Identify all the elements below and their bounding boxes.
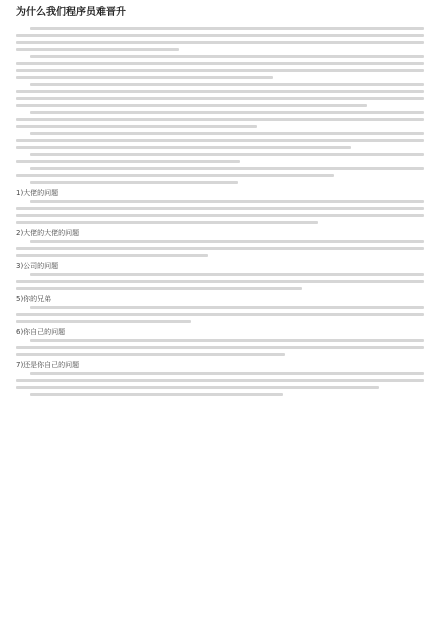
- section: [16, 167, 424, 177]
- text-line-placeholder: [16, 221, 318, 224]
- section: [16, 111, 424, 128]
- text-line-placeholder: [16, 313, 424, 316]
- text-line-placeholder: [16, 386, 379, 389]
- text-line-placeholder: [16, 76, 273, 79]
- text-line-placeholder: [30, 339, 424, 342]
- section: [16, 132, 424, 149]
- text-line-placeholder: [30, 240, 424, 243]
- text-line-placeholder: [16, 214, 424, 217]
- text-line-placeholder: [16, 139, 424, 142]
- text-line-placeholder: [16, 247, 424, 250]
- text-line-placeholder: [30, 273, 424, 276]
- text-line-placeholder: [16, 97, 424, 100]
- section-heading: 6)你自己的问题: [16, 328, 66, 336]
- text-line-placeholder: [16, 41, 424, 44]
- page-title: 为什么我们程序员难晋升: [16, 7, 126, 18]
- section-heading: 7)还是你自己的问题: [16, 361, 80, 369]
- text-line-placeholder: [30, 27, 424, 30]
- section-heading: 5)你的兄弟: [16, 295, 52, 303]
- text-line-placeholder: [16, 280, 424, 283]
- section: [16, 228, 424, 257]
- text-line-placeholder: [16, 346, 424, 349]
- section: [16, 294, 424, 323]
- text-line-placeholder: [30, 167, 424, 170]
- text-line-placeholder: [16, 146, 351, 149]
- section: [16, 261, 424, 290]
- text-line-placeholder: [16, 353, 285, 356]
- text-line-placeholder: [16, 69, 424, 72]
- text-line-placeholder: [30, 393, 283, 396]
- text-line-placeholder: [16, 34, 424, 37]
- section: [16, 55, 424, 79]
- text-line-placeholder: [16, 320, 191, 323]
- section: [16, 27, 424, 51]
- text-line-placeholder: [16, 379, 424, 382]
- text-line-placeholder: [30, 132, 424, 135]
- section-heading: 1)大佬的问题: [16, 189, 59, 197]
- text-line-placeholder: [16, 207, 424, 210]
- section: [16, 83, 424, 107]
- section: [16, 327, 424, 356]
- section: [16, 393, 424, 396]
- text-line-placeholder: [16, 287, 302, 290]
- text-line-placeholder: [30, 83, 424, 86]
- text-line-placeholder: [16, 48, 179, 51]
- text-line-placeholder: [16, 254, 208, 257]
- section-heading: 2)大佬的大佬的问题: [16, 229, 80, 237]
- text-line-placeholder: [16, 160, 240, 163]
- text-line-placeholder: [16, 174, 334, 177]
- text-line-placeholder: [16, 118, 424, 121]
- text-line-placeholder: [16, 62, 424, 65]
- text-line-placeholder: [30, 55, 424, 58]
- text-line-placeholder: [30, 181, 238, 184]
- text-line-placeholder: [30, 200, 424, 203]
- text-line-placeholder: [16, 104, 367, 107]
- section: [16, 188, 424, 224]
- text-line-placeholder: [30, 111, 424, 114]
- text-line-placeholder: [30, 153, 424, 156]
- text-line-placeholder: [30, 372, 424, 375]
- text-line-placeholder: [16, 125, 257, 128]
- text-line-placeholder: [30, 306, 424, 309]
- section: [16, 181, 424, 184]
- section: [16, 153, 424, 163]
- document-body: [16, 27, 424, 396]
- text-line-placeholder: [16, 90, 424, 93]
- section: [16, 360, 424, 389]
- section-heading: 3)公司的问题: [16, 262, 59, 270]
